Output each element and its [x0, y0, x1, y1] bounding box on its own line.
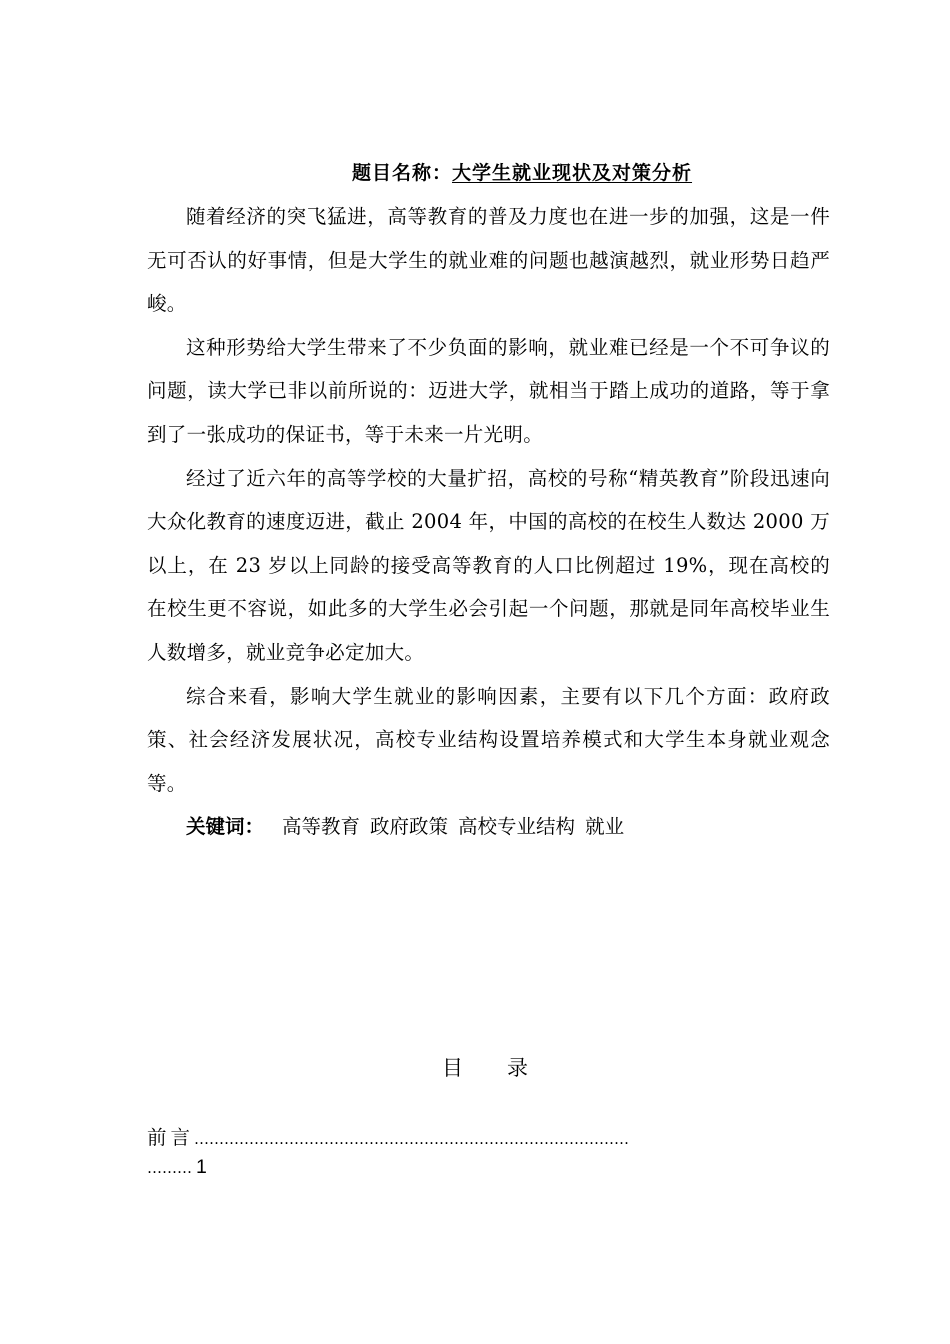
- keyword-item: 政府政策: [370, 815, 449, 839]
- toc-heading-right: 录: [507, 1056, 528, 1080]
- abstract-paragraph: 综合来看，影响大学生就业的影响因素，主要有以下几个方面：政府政策、社会经济发展状况，高校专业结构设置培养模式和大学生本身就业观念等。: [147, 684, 830, 795]
- toc-leader-dots: ……………………………………………………………………………: [194, 1130, 630, 1148]
- toc-leader-dots: ………: [147, 1159, 192, 1177]
- keywords-line: [147, 805, 830, 849]
- abstract-body: [147, 195, 830, 849]
- abstract-paragraph: 这种形势给大学生带来了不少负面的影响，就业难已经是一个不可争议的问题，读大学已非以前所说的：迈进大学，就相当于踏上成功的道路，等于拿到了一张成功的保证书，等于未来一片光明。: [147, 335, 830, 446]
- toc-heading-left: 目: [442, 1056, 463, 1080]
- toc-page-number: 1: [196, 1156, 207, 1178]
- paper-title-label: 题目名称：: [352, 162, 453, 184]
- abstract-paragraph: 随着经济的突飞猛进，高等教育的普及力度也在进一步的加强，这是一件无可否认的好事情，但是大学生的就业难的问题也越演越烈，就业形势日趋严峻。: [147, 205, 830, 316]
- abstract-paragraph: 经过了近六年的高等学校的大量扩招，高校的号称“精英教育”阶段迅速向大众化教育的速度迈进，截止 2004 年，中国的高校的在校生人数达 2000 万以上，在 23 岁以上同龄的接受高等教育的人口比例超过 19%，现在高校的在校生更不容说，如此多的大学生必会引起一个问题，那就是同年高校毕业生人数增多，就业竞争必定加大。: [147, 466, 830, 664]
- toc-heading: [0, 1052, 950, 1082]
- keyword-item: 高等教育: [282, 815, 361, 839]
- toc-entry-preface[interactable]: [147, 1124, 830, 1182]
- paper-title: [352, 158, 692, 185]
- paper-title-value: 大学生就业现状及对策分析: [452, 162, 693, 184]
- keywords-label: 关键词：: [186, 815, 265, 839]
- keyword-item: 就业: [585, 815, 625, 839]
- toc-entry-label: 前言: [147, 1126, 195, 1149]
- keyword-item: 高校专业结构: [458, 815, 576, 839]
